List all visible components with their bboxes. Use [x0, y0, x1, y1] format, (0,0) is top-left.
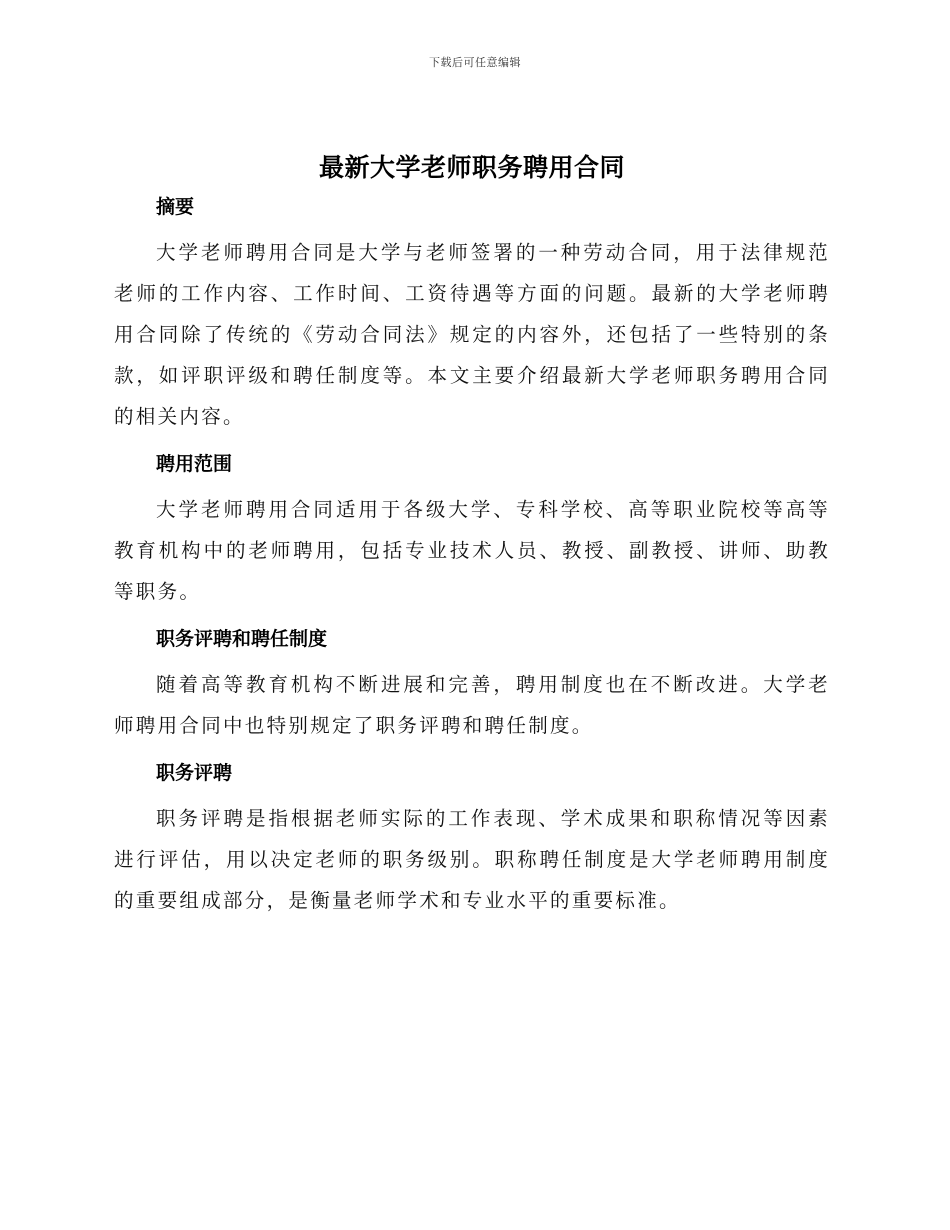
section-paragraph: 大学老师聘用合同是大学与老师签署的一种劳动合同，用于法律规范老师的工作内容、工作时间、工资待遇等方面的问题。最新的大学老师聘用合同除了传统的《劳动合同法》规定的内容外，还包括了一些特别的条款，如评职评级和聘任制度等。本文主要介绍最新大学老师职务聘用合同的相关内容。	[114, 241, 830, 428]
document-title: 最新大学老师职务聘用合同	[318, 153, 625, 182]
section-heading: 摘要	[156, 196, 195, 218]
page-header: 下载后可任意编辑	[429, 56, 521, 69]
section-scope	[114, 449, 830, 612]
section-evaluation-system	[114, 624, 830, 746]
document-body	[114, 150, 830, 933]
section-paragraph: 职务评聘是指根据老师实际的工作表现、学术成果和职称情况等因素进行评估，用以决定老师的职务级别。职称聘任制度是大学老师聘用制度的重要组成部分，是衡量老师学术和专业水平的重要标准。	[114, 807, 830, 912]
section-abstract	[114, 192, 830, 437]
section-heading: 职务评聘	[156, 762, 233, 784]
section-paragraph: 随着高等教育机构不断进展和完善，聘用制度也在不断改进。大学老师聘用合同中也特别规定了职务评聘和聘任制度。	[114, 673, 830, 737]
section-heading: 聘用范围	[156, 453, 233, 475]
section-paragraph: 大学老师聘用合同适用于各级大学、专科学校、高等职业院校等高等教育机构中的老师聘用，包括专业技术人员、教授、副教授、讲师、助教等职务。	[114, 498, 830, 603]
section-heading: 职务评聘和聘任制度	[156, 628, 328, 650]
section-evaluation	[114, 758, 830, 921]
